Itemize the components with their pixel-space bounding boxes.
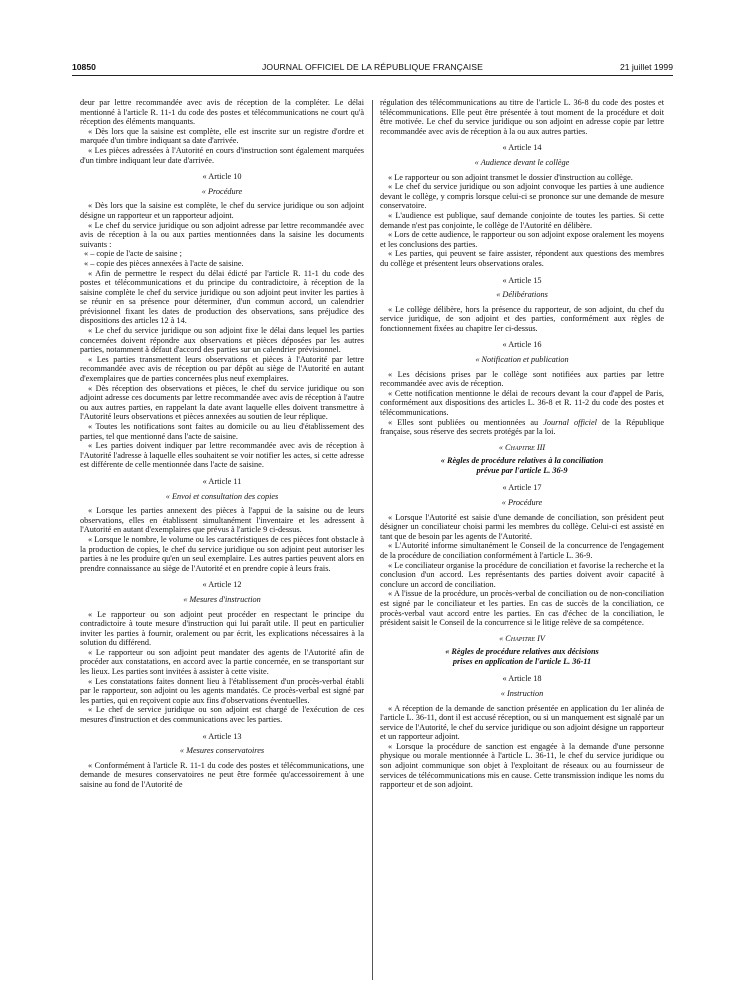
publication-date: 21 juillet 1999 (619, 62, 673, 72)
article-title-11: « Envoi et consultation des copies (165, 491, 279, 501)
paragraph: « Le chef de service juridique ou son adjoint est chargé de l'exécution de ces mesures d'instruction et des communications avec les parties. (80, 705, 364, 725)
article-heading-10: « Article 10 (202, 172, 242, 182)
article-title-14: « Audience devant le collège (474, 157, 570, 167)
paragraph: deur par lettre recommandée avec avis de réception de la compléter. Le délai mentionné à l'article R. 11-1 du code des postes et télécommunications ne court qu'à réception des éléments manquants. (80, 98, 364, 127)
article-title-17: « Procédure (501, 498, 543, 507)
article-title-15: « Délibérations (496, 290, 548, 300)
article-title-13: « Mesures conservatoires (179, 746, 265, 756)
header-rule (72, 75, 673, 76)
text-run: de la République française, sous réserve des secrets protégés par la loi. (380, 417, 664, 437)
paragraph: « Les constatations faites donnent lieu à l'établissement d'un procès-verbal établi par le rapporteur, son adjoint ou les agents mandatés. Ce procès-verbal est signé par les parties, qui en reçoivent copie aux fins d'observations éventuelles. (80, 676, 364, 705)
article-heading-18: « Article 18 (502, 674, 542, 684)
paragraph: « Toutes les notifications sont faites au domicile ou au lieu d'établissement des parties, tel que mentionné dans l'acte de saisine. (80, 422, 364, 441)
paragraph: « Afin de permettre le respect du délai édicté par l'article R. 11-1 du code des postes et télécommunications et du principe du contradictoire, à réception de la saisine complète le chef du service juridique ou son adjoint peut inviter les parties à se réunir en sa présence pour déterminer, d'un commun accord, un calendrier prévisionnel fixant les dates de production des observations, sans préjudice des dispositions des articles 12 à 14. (80, 268, 364, 326)
chapter-title-3 (380, 456, 664, 476)
article-heading-17: « Article 17 (502, 483, 542, 493)
paragraph: « Le collège délibère, hors la présence du rapporteur, de son adjoint, du chef du service juridique, de son adjoint et des parties, conformément aux règles de fonctionnement fixées au chapitre Ier ci-dessus. (380, 304, 664, 333)
chapter-prefix: « (498, 442, 506, 452)
paragraph: « Cette notification mentionne le délai de recours devant la cour d'appel de Paris, conformément aux dispositions des articles L. 36-8 et R. 11-2 du code des postes et télécommunications. (380, 388, 664, 418)
text-run: « Elles sont publiées ou mentionnées au (388, 417, 544, 427)
paragraph: « Lors de cette audience, le rapporteur ou son adjoint expose oralement les moyens et les conclusions des parties. (380, 230, 664, 249)
paragraph: « Dès réception des observations et pièces, le chef du service juridique ou son adjoint adresse ces documents par lettre recommandée avec avis de réception à l'autre ou aux autres parties, en rappelant la date avant laquelle elles doivent transmettre à l'Autorité leurs observations et pièces annexées au soutien de leur réplique. (80, 383, 364, 422)
paragraph: « Le rapporteur ou son adjoint transmet le dossier d'instruction au collège. (388, 172, 633, 182)
chapter-heading-4 (380, 634, 664, 644)
paragraph: « Dès lors que la saisine est complète, le chef du service juridique ou son adjoint désigne un rapporteur et un rapporteur adjoint. (80, 201, 364, 220)
chapter-title-line: « Règles de procédure relatives à la conciliation (440, 456, 604, 466)
paragraph: « Le chef du service juridique ou son adjoint fixe le délai dans lequel les parties concernées doivent répondre aux observations et pièces déposées par les autres parties, notamment à défaut d'accord des parties sur un calendrier prévisionnel. (80, 326, 364, 355)
journal-title: JOURNAL OFFICIEL DE LA RÉPUBLIQUE FRANÇAISE (262, 62, 483, 72)
journal-name: Journal officiel (543, 417, 597, 427)
paragraph: « Les pièces adressées à l'Autorité en cours d'instruction sont également marquées d'un timbre indiquant leur date d'arrivée. (80, 145, 364, 165)
paragraph (380, 418, 664, 437)
paragraph: « A réception de la demande de sanction présentée en application du 1er alinéa de l'article L. 36-11, dont il est accusé réception, ou si un manquement est signalé par un service de l'Autorité, le chef du service juridique ou son adjoint désigne un rapporteur et un rapporteur adjoint. (380, 703, 664, 742)
paragraph: « L'audience est publique, sauf demande conjointe de toutes les parties. Si cette demande n'est pas conjointe, le collège de l'Autorité en délibère. (380, 210, 664, 230)
list-item: « – copie des pièces annexées à l'acte de saisine. (84, 258, 244, 268)
paragraph: « Conformément à l'article R. 11-1 du code des postes et télécommunications, une demande de mesures conservatoires ne peut être formée qu'accessoirement à une saisine au fond de l'Autorité de (80, 760, 364, 789)
chapter-title-line: « Règles de procédure relatives aux décisions (445, 647, 599, 657)
paragraph: « A l'issue de la procédure, un procès-verbal de conciliation ou de non-conciliation est signé par le conciliateur et les parties. En cas de succès de la conciliation, ce procès-verbal vaut accord entre les parties. En cas d'échec de la conciliation, le président saisit le Conseil de la concurrence si le litige relève de sa compétence. (380, 589, 664, 628)
article-title-16: « Notification et publication (475, 355, 569, 365)
paragraph: « Le chef du service juridique ou son adjoint convoque les parties à une audience devant le collège, y compris lorsque celui-ci se prononce sur une demande de mesure conservatoire. (380, 182, 664, 211)
chapter-label: Chapitre III (505, 442, 546, 452)
paragraph: « Le chef du service juridique ou son adjoint adresse par lettre recommandée avec avis de réception à la ou aux parties mentionnées dans la saisine les documents suivants : (80, 220, 364, 249)
paragraph: « Les parties transmettent leurs observations et pièces à l'Autorité par lettre recommandée avec avis de réception ou par dépôt au siège de l'Autorité en autant d'exemplaires que de parties concernées plus neuf exemplaires. (80, 354, 364, 384)
paragraph: « Le rapporteur ou son adjoint peut procéder en respectant le principe du contradictoire à toute mesure d'instruction qui lui paraît utile. Il peut en particulier inviter les parties à fournir, oralement ou par écrit, les explications nécessaires à la solution du différend. (80, 609, 364, 648)
article-heading-14: « Article 14 (502, 143, 542, 153)
column-separator (372, 100, 373, 980)
paragraph: « Lorsque le nombre, le volume ou les caractéristiques de ces pièces font obstacle à la production de copies, le chef du service juridique ou son adjoint peut autoriser les parties à ne les produire qu'en un seul exemplaire. Les autres parties peuvent alors en prendre connaissance au siège de l'Autorité et en prendre copie à leurs frais. (80, 534, 364, 573)
chapter-prefix: « (499, 633, 506, 643)
chapter-label: Chapitre IV (505, 633, 545, 643)
left-column (80, 98, 364, 790)
paragraph: « Lorsque les parties annexent des pièces à l'appui de la saisine ou de leurs observations, elles en établissent simultanément l'inventaire et les adressent à l'Autorité en autant d'exemplaires que prévus à l'article 9 ci-dessus. (80, 506, 364, 535)
paragraph: « Le conciliateur organise la procédure de conciliation et favorise la recherche et la conclusion d'un accord. Les représentants des parties doivent avoir capacité à conclure un accord de conciliation. (380, 560, 664, 589)
article-title-18: « Instruction (500, 688, 544, 698)
paragraph: « Le rapporteur ou son adjoint peut mandater des agents de l'Autorité afin de procéder aux constatations, en accord avec la partie concernée, en se transportant sur les lieux. Les parties sont invitées à assister à cette visite. (80, 647, 364, 677)
paragraph: « Les parties, qui peuvent se faire assister, répondent aux questions des membres du collège et présentent leurs observations orales. (380, 249, 664, 268)
article-heading-12: « Article 12 (202, 580, 242, 590)
chapter-title-line: prises en application de l'article L. 36-11 (452, 657, 592, 667)
paragraph: « Les décisions prises par le collège sont notifiées aux parties par lettre recommandée avec avis de réception. (380, 369, 664, 389)
paragraph: « Lorsque la procédure de sanction est engagée à la demande d'une personne physique ou morale mentionnée à l'article L. 36-11, le chef du service juridique ou son adjoint communique son objet à l'exploitant de réseaux ou au fournisseur de services de télécommunications mis en cause. Cette transmission indique les noms du rapporteur et de son adjoint. (380, 741, 664, 790)
chapter-title-line: prévue par l'article L. 36-9 (476, 466, 568, 476)
article-heading-11: « Article 11 (202, 476, 242, 486)
paragraph: « Les parties doivent indiquer par lettre recommandée avec avis de réception à l'Autorité l'adresse à laquelle elles souhaitent se voir notifier les actes, si cette adresse est différente de celle mentionnée dans l'acte de saisine. (80, 441, 364, 470)
page-number: 10850 (72, 62, 96, 72)
paragraph: « L'Autorité informe simultanément le Conseil de la concurrence de l'engagement de la procédure de conciliation conformément à l'article L. 36-9. (380, 541, 664, 560)
article-heading-13: « Article 13 (202, 731, 242, 741)
paragraph: « Lorsque l'Autorité est saisie d'une demande de conciliation, son président peut désigner un conciliateur choisi parmi les membres du collège. Celui-ci est assisté en tant que de besoin par les agents de l'Autorité. (380, 512, 664, 541)
article-heading-16: « Article 16 (502, 340, 542, 350)
right-column (380, 98, 664, 790)
article-title-10: « Procédure (201, 186, 243, 196)
article-heading-15: « Article 15 (502, 275, 542, 285)
paragraph: régulation des télécommunications au titre de l'article L. 36-8 du code des postes et télécommunications. Elle peut être présentée à tout moment de la procédure et doit être motivée. Le chef du service juridique ou son adjoint en adresse copie par lettre recommandée avec avis de réception à la ou aux autres parties. (380, 98, 664, 136)
chapter-heading-3 (380, 443, 664, 453)
chapter-title-4 (380, 647, 664, 667)
article-title-12: « Mesures d'instruction (183, 594, 261, 604)
page-header (72, 60, 673, 76)
paragraph: « Dès lors que la saisine est complète, elle est inscrite sur un registre d'ordre et marquée d'un timbre indiquant sa date d'arrivée. (80, 126, 364, 146)
list-item: « – copie de l'acte de saisine ; (84, 249, 182, 259)
